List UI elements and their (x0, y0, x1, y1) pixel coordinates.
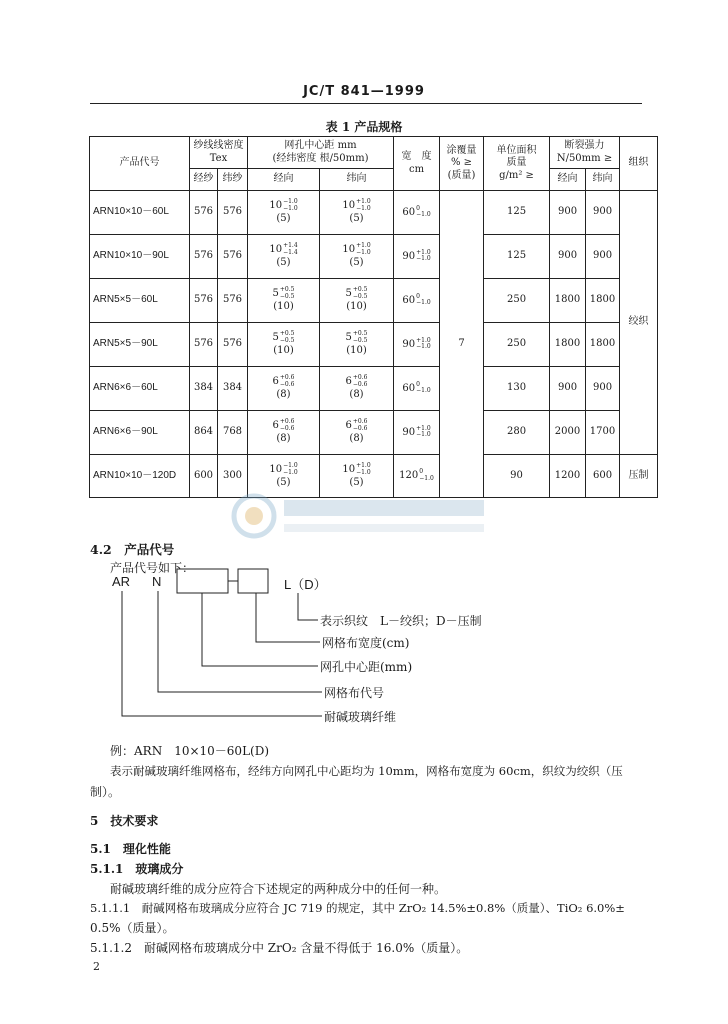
cell-coating: 7 (440, 191, 484, 498)
table-row (90, 323, 658, 367)
cell-warp-yarn: 864 (190, 411, 218, 455)
cell-width-value: 90 (402, 250, 416, 262)
label-fiber: 耐碱玻璃纤维 (324, 710, 397, 724)
header-weft-yarn: 纬纱 (218, 169, 248, 191)
cell-warp-yarn: 600 (190, 455, 218, 498)
cell-mesh-weft-density: (8) (349, 433, 364, 445)
para-5-1-1-1b: 0.5%（质量）。 (90, 921, 175, 935)
cell-strength-warp: 900 (550, 235, 586, 279)
code-ar: AR (112, 574, 131, 589)
cell-weave-press: 压制 (620, 455, 658, 498)
cell-strength-weft: 1800 (586, 323, 620, 367)
cell-mesh-weft-density: (8) (349, 389, 364, 401)
cell-mesh-weft-value: 10 (342, 200, 356, 212)
header-strength: 断裂强力 N/50mm ≥ (550, 137, 620, 169)
cell-width-lower: −1.0 (416, 299, 431, 307)
cell-strength-warp: 1200 (550, 455, 586, 498)
header-yarn-density: 纱线线密度 Tex (190, 137, 248, 169)
cell-warp-yarn: 576 (190, 279, 218, 323)
code-n: N (152, 574, 162, 589)
cell-mesh-weft-lower: −0.5 (352, 293, 368, 301)
cell-mesh-weft-upper: +0.6 (352, 374, 368, 382)
header-rule (90, 103, 642, 104)
cell-area-mass: 250 (484, 279, 550, 323)
label-weave: 表示织纹 L－绞织；D－压制 (320, 614, 482, 628)
cell-weft-yarn: 576 (218, 323, 248, 367)
para-5-1-1: 耐碱玻璃纤维的成分应符合下述规定的两种成分中的任何一种。 (110, 882, 447, 896)
cell-mesh-warp-tolerance (280, 419, 295, 432)
cell-mesh-weft-value: 5 (345, 332, 352, 344)
cell-mesh-warp (248, 235, 320, 279)
cell-mesh-warp (248, 279, 320, 323)
cell-width-upper: 0 (416, 204, 420, 212)
cell-mesh-weft (320, 279, 394, 323)
cell-area-mass: 125 (484, 235, 550, 279)
cell-mesh-weft-tolerance (356, 199, 371, 212)
cell-mesh-warp-value: 10 (269, 244, 283, 256)
header-mesh: 网孔中心距 mm (经纬密度 根/50mm) (248, 137, 394, 169)
cell-width-value: 90 (402, 426, 416, 438)
cell-strength-weft: 900 (586, 235, 620, 279)
cell-width-value: 60 (402, 382, 416, 394)
cell-area-mass: 250 (484, 323, 550, 367)
cell-warp-yarn: 384 (190, 367, 218, 411)
cell-mesh-warp (248, 367, 320, 411)
cell-code: ARN6×6－60L (90, 367, 190, 411)
label-width: 网格布宽度(cm) (322, 636, 410, 650)
cell-mesh-warp-density: (8) (276, 389, 291, 401)
cell-width (394, 235, 440, 279)
cell-mesh-weft-upper: +1.0 (356, 461, 371, 469)
cell-strength-weft: 600 (586, 455, 620, 498)
cell-strength-weft: 1800 (586, 279, 620, 323)
cell-width (394, 367, 440, 411)
cell-mesh-warp-lower: −0.5 (279, 293, 295, 301)
cell-width (394, 411, 440, 455)
cell-mesh-warp-tolerance (283, 199, 298, 212)
header-area-mass: 单位面积 质量 g/m² ≥ (484, 137, 550, 191)
cell-strength-warp: 900 (550, 367, 586, 411)
cell-width-tolerance (416, 206, 431, 219)
cell-width (394, 191, 440, 235)
cell-code: ARN5×5－60L (90, 279, 190, 323)
cell-mesh-warp-density: (5) (276, 213, 291, 225)
cell-mesh-warp-lower: −1.4 (283, 249, 298, 257)
header-warp-yarn: 经纱 (190, 169, 218, 191)
cell-mesh-warp (248, 323, 320, 367)
cell-width-value: 120 (399, 470, 419, 482)
example-explain-1: 表示耐碱玻璃纤维网格布，经纬方向网孔中心距均为 10mm，网格布宽度为 60cm，织纹为绞织（压 (110, 764, 623, 778)
cell-code: ARN10×10－60L (90, 191, 190, 235)
cell-code: ARN10×10－90L (90, 235, 190, 279)
heading-5-1-1: 5.1.1 玻璃成分 (90, 862, 184, 876)
header-mesh-warp: 经向 (248, 169, 320, 191)
cell-width-tolerance (416, 338, 431, 351)
cell-mesh-weft (320, 235, 394, 279)
cell-warp-yarn: 576 (190, 323, 218, 367)
cell-strength-weft: 900 (586, 191, 620, 235)
cell-warp-yarn: 576 (190, 191, 218, 235)
cell-mesh-weft (320, 411, 394, 455)
cell-mesh-weft-lower: −1.0 (356, 249, 371, 257)
cell-mesh-weft (320, 367, 394, 411)
cell-width-tolerance (416, 382, 431, 395)
cell-width-upper: +1.0 (416, 248, 431, 256)
cell-width-upper: +1.0 (416, 336, 431, 344)
cell-mesh-weft-density: (5) (349, 476, 364, 488)
cell-width-tolerance (416, 426, 431, 439)
cell-weft-yarn: 576 (218, 235, 248, 279)
heading-5-1: 5.1 理化性能 (90, 842, 171, 856)
cell-strength-warp: 900 (550, 191, 586, 235)
cell-mesh-warp-value: 5 (272, 288, 279, 300)
cell-width-upper: +1.0 (416, 424, 431, 432)
cell-mesh-weft-density: (10) (346, 345, 367, 357)
watermark-logo (228, 488, 500, 544)
cell-mesh-warp-lower: −0.6 (279, 381, 295, 389)
cell-mesh-weft-tolerance (353, 375, 368, 388)
cell-mesh-warp-density: (5) (276, 257, 291, 269)
cell-weft-yarn: 768 (218, 411, 248, 455)
header-mesh-weft: 纬向 (320, 169, 394, 191)
cell-width-tolerance (416, 250, 431, 263)
cell-strength-warp: 2000 (550, 411, 586, 455)
cell-width-value: 60 (402, 206, 416, 218)
cell-mesh-weft-value: 10 (342, 464, 356, 476)
cell-width-upper: 0 (416, 292, 420, 300)
cell-width (394, 279, 440, 323)
header-coating: 涂覆量 % ≥ (质量) (440, 137, 484, 191)
cell-mesh-weft-tolerance (353, 419, 368, 432)
cell-width-tolerance (419, 469, 434, 482)
cell-warp-yarn: 576 (190, 235, 218, 279)
table-caption: 表 1 产品规格 (325, 120, 403, 134)
header-weave: 组织 (620, 137, 658, 191)
cell-mesh-warp-upper: +0.5 (279, 286, 295, 294)
table-row (90, 411, 658, 455)
table-row (90, 367, 658, 411)
cell-width-lower: −1.0 (416, 343, 431, 351)
cell-mesh-warp-upper: +0.6 (279, 418, 295, 426)
cell-weave-twist: 绞织 (620, 191, 658, 455)
cell-mesh-weft-tolerance (356, 463, 371, 476)
cell-mesh-warp (248, 191, 320, 235)
cell-mesh-weft (320, 323, 394, 367)
cell-mesh-warp-tolerance (280, 287, 295, 300)
label-code: 网格布代号 (324, 686, 385, 700)
cell-weft-yarn: 576 (218, 191, 248, 235)
cell-mesh-warp-lower: −1.0 (283, 468, 298, 476)
table-row (90, 235, 658, 279)
cell-width-upper: 0 (419, 468, 424, 476)
cell-strength-warp: 1800 (550, 279, 586, 323)
cell-mesh-warp-tolerance (280, 375, 295, 388)
cell-mesh-weft-lower: −1.0 (356, 205, 371, 213)
cell-mesh-warp-upper: +0.6 (279, 374, 295, 382)
cell-mesh-weft-upper: +0.6 (352, 418, 368, 426)
cell-mesh-warp-lower: −0.5 (279, 337, 295, 345)
cell-mesh-warp-value: 6 (272, 376, 279, 388)
cell-mesh-weft-lower: −1.0 (356, 468, 371, 476)
cell-weft-yarn: 384 (218, 367, 248, 411)
cell-mesh-warp-upper: +1.4 (283, 242, 298, 250)
cell-mesh-weft-density: (10) (346, 301, 367, 313)
cell-mesh-weft-lower: −0.6 (352, 425, 368, 433)
cell-mesh-warp-value: 10 (269, 200, 283, 212)
cell-mesh-weft-density: (5) (349, 213, 364, 225)
cell-mesh-warp-value: 10 (269, 464, 283, 476)
cell-mesh-warp-upper: −1.0 (283, 461, 298, 469)
cell-strength-warp: 1800 (550, 323, 586, 367)
cell-mesh-warp-value: 6 (272, 420, 279, 432)
cell-width-lower: −1.0 (416, 255, 431, 263)
heading-4-2: 4.2 产品代号 (90, 542, 175, 557)
cell-mesh-warp-tolerance (283, 463, 298, 476)
cell-mesh-warp-lower: −0.6 (279, 425, 295, 433)
cell-mesh-warp-density: (10) (273, 301, 294, 313)
cell-area-mass: 130 (484, 367, 550, 411)
code-intro: 产品代号如下： (110, 561, 195, 575)
cell-width (394, 323, 440, 367)
cell-mesh-weft-tolerance (353, 287, 368, 300)
cell-width-upper: 0 (416, 380, 420, 388)
cell-mesh-warp-upper: −1.0 (283, 198, 298, 206)
cell-mesh-weft-value: 6 (345, 420, 352, 432)
header-strength-weft: 纬向 (586, 169, 620, 191)
cell-mesh-warp-density: (5) (276, 476, 291, 488)
heading-5: 5 技术要求 (90, 814, 159, 828)
cell-width-value: 90 (402, 338, 416, 350)
cell-mesh-weft-tolerance (356, 243, 371, 256)
cell-mesh-weft-lower: −0.6 (352, 381, 368, 389)
cell-mesh-weft-value: 10 (342, 244, 356, 256)
cell-mesh-warp-tolerance (280, 331, 295, 344)
table-row (90, 279, 658, 323)
example-code: 例：ARN 10×10－60L(D) (110, 744, 270, 758)
cell-strength-weft: 1700 (586, 411, 620, 455)
cell-mesh-warp-value: 5 (272, 332, 279, 344)
cell-width-value: 60 (402, 294, 416, 306)
standard-number: JC/T 841—1999 (303, 84, 425, 99)
cell-strength-weft: 900 (586, 367, 620, 411)
cell-mesh-warp-tolerance (283, 243, 298, 256)
cell-mesh-warp (248, 411, 320, 455)
cell-weft-yarn: 576 (218, 279, 248, 323)
cell-mesh-weft-upper: +1.0 (356, 198, 371, 206)
cell-mesh-weft-upper: +1.0 (356, 242, 371, 250)
code-l: L（D） (284, 577, 327, 592)
cell-area-mass: 280 (484, 411, 550, 455)
cell-weft-yarn: 300 (218, 455, 248, 498)
cell-mesh-weft-upper: +0.5 (352, 330, 368, 338)
cell-area-mass: 125 (484, 191, 550, 235)
cell-mesh-weft-density: (5) (349, 257, 364, 269)
para-5-1-1-2: 5.1.1.2 耐碱网格布玻璃成分中 ZrO₂ 含量不得低于 16.0%（质量）。 (90, 941, 469, 955)
cell-mesh-warp-upper: +0.5 (279, 330, 295, 338)
cell-code: ARN10×10－120D (90, 455, 190, 498)
page-number: 2 (93, 960, 100, 973)
product-spec-table (89, 136, 658, 498)
table-row (90, 191, 658, 235)
cell-mesh-weft-upper: +0.5 (352, 286, 368, 294)
cell-mesh-weft-value: 5 (345, 288, 352, 300)
cell-width-lower: −1.0 (416, 211, 431, 219)
cell-area-mass: 90 (484, 455, 550, 498)
cell-mesh-warp-density: (8) (276, 433, 291, 445)
cell-width-lower: −1.0 (416, 431, 431, 439)
para-5-1-1-1a: 5.1.1.1 耐碱网格布玻璃成分应符合 JC 719 的规定，其中 ZrO₂ 14.5%±0.8%（质量）、TiO₂ 6.0%± (90, 901, 625, 915)
cell-mesh-weft-value: 6 (345, 376, 352, 388)
header-code: 产品代号 (90, 137, 190, 191)
cell-width-lower: −1.0 (416, 387, 431, 395)
label-mesh: 网孔中心距(mm) (320, 660, 413, 674)
cell-mesh-weft (320, 191, 394, 235)
header-width: 宽 度 cm (394, 137, 440, 191)
cell-width-lower: −1.0 (419, 474, 434, 482)
header-strength-warp: 经向 (550, 169, 586, 191)
cell-width-tolerance (416, 294, 431, 307)
cell-mesh-warp-density: (10) (273, 345, 294, 357)
cell-mesh-weft-tolerance (353, 331, 368, 344)
cell-mesh-weft-lower: −0.5 (352, 337, 368, 345)
example-explain-2: 制）。 (90, 785, 121, 799)
cell-code: ARN5×5－90L (90, 323, 190, 367)
cell-mesh-warp-lower: −1.0 (283, 205, 298, 213)
cell-code: ARN6×6－90L (90, 411, 190, 455)
